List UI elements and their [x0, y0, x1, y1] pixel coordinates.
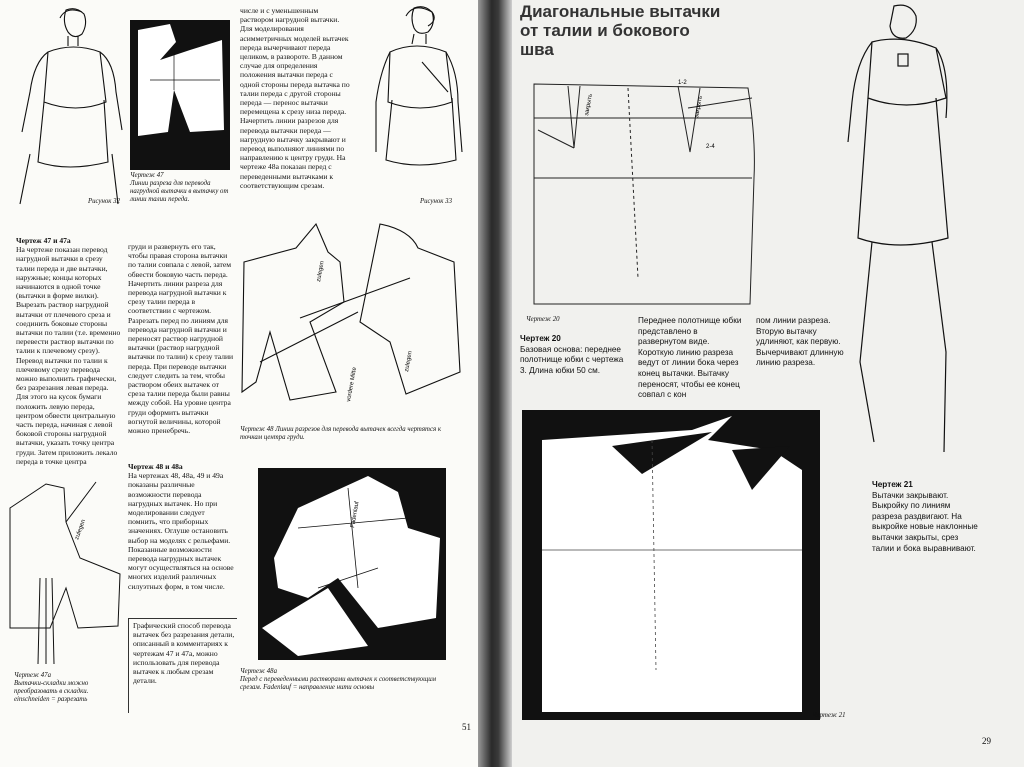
label-zakryt-a: закрыть: [584, 93, 594, 117]
col-left-text: [16, 236, 122, 472]
draft47a-caption: Чертеж 47а Вытачки-складки можно преобразовать в складки. einschneiden = разрезать: [14, 672, 89, 703]
draft-47: [130, 20, 230, 170]
page-title: [520, 2, 720, 59]
draft21-heading: Чертеж 21: [872, 480, 913, 489]
graphic-method-box: Графический способ перевода вытачек без разрезания детали, описанный в комментариях к чертежам 47 и 47а, можно использовать для перевода вытачек к любым срезам детали.: [128, 618, 237, 713]
zulegen-label-3: zulegen: [74, 518, 88, 541]
col-48-text: [128, 462, 234, 610]
draft-21: [522, 410, 820, 720]
marker-2-4: 2-4: [706, 144, 715, 150]
draft47-caption: Чертеж 47 Линии разреза для перевода нагрудной вытачки в вытачку от линии талии переда.: [130, 172, 229, 203]
label-zakryt-b: закрыть: [694, 95, 704, 119]
draft20-heading: Чертеж 20: [520, 334, 561, 343]
title-line-3: шва: [520, 40, 554, 59]
draft48a-caption: Чертеж 48а Перед с переведенными растворами вытачек к соответствующим срезам. Fadenlauf = направление нити основы: [240, 668, 436, 691]
book-gutter: [478, 0, 512, 767]
marker-1-2: 1-2: [678, 80, 687, 86]
zulegen-label-1: zulegen: [316, 260, 326, 283]
skirt-figure-sketch: [832, 2, 982, 482]
title-line-1: Диагональные вытачки: [520, 2, 721, 21]
figure-32-sketch: [8, 4, 128, 214]
col-mid-text: груди и развернуть его так, чтобы правая сторона вытачки по талии совпала с левой, затем обвести боковую часть переда. Начертить линии разреза для перевода нагрудной вытачки к срезу талии переда в соответствии с чертежом. Разрезать перед по линиям для перевода нагрудной вытачки и переносят раствор нагрудной вытачки (раствор нагрудной вытачки по талии) к срезу талии переда. При переводе вытачки следует следить за тем, чтобы раствором обеих вытачек от среза талии переда были равны между собой. На уровне центра груди оформить вытачки вогнутой величины, которой можно пренебречь.: [128, 242, 234, 436]
draft48-caption: Чертеж 48 Линии разрезов для перевода вытачек всегда чертятся к точкам центра груди.: [240, 426, 442, 441]
draft-48: [240, 222, 460, 412]
fig32-label: Рисунок 32: [88, 198, 120, 205]
left-page-number: 51: [462, 722, 471, 732]
heading-47: Чертеж 47 и 47а: [16, 236, 71, 245]
fig33-label: Рисунок 33: [420, 198, 452, 205]
figure-33-sketch: [352, 2, 472, 212]
col-top-right: числе и с уменьшенным раствором нагрудной вытачки. Для моделирования асимметричных моделей вытачек переда вычерчивают переда целиком, в развороте. В данном случае для определения положения вытачки переда с одной стороны переда вытачка по талии переда с другой стороны переда — перенос вытачки перемещена к срезу низа переда. Начертить линии разрезов для перевода вытачки переда — нагрудную вытачку закрывают и перевод выполняют линиями по направлению к центру груди. На чертеже 48а показан перед с переведенными вытачками к соответствующим срезам.: [240, 6, 350, 190]
draft-47a: [6, 478, 122, 668]
draft-48a: [258, 468, 446, 660]
right-page: [512, 0, 1024, 767]
draft21-text: [872, 480, 980, 554]
col-left-body: На чертеже показан перевод нагрудной вытачки в срезу талии переда и две вытачки, наружные; концы которых начинаются в одной точке (вытачки в форме вилки). Вырезать раствор нагрудной вытачки от плечевого среза и соединить боковые стороны вытачки по талии (т.е. временно перевести раствор вытачки по талии к плечевому срезу). Перевод вытачки по талии к плечевому срезу перевода можно выполнить графически, без разрезания левая переда. Для этого на кусок бумаги положить левую переда, центром обвести центральную часть переда, начиная с левой боковой стороны нагрудной вытачки, указать точку центра груди. Затем приложить лекало переда в точке центра: [16, 245, 121, 466]
faden-label: Fadenlauf: [350, 501, 361, 529]
zulegen-label-2: zulegen: [404, 350, 414, 373]
col1-body: Базовая основа: переднее полотнище юбки с чертежа 3. Длина юбки 50 см.: [520, 344, 624, 375]
draft21-body: Вытачки закрывают. Выкройку по линиям разреза раздвигают. На выкройке новые наклонные вытачки закрыты, срез талии и бока выравнивают.: [872, 490, 978, 553]
heading-48: Чертеж 48 и 48а: [128, 462, 183, 471]
col3-text: пом линии разреза. Вторую вытачку удлиняют, как первую. Вычерчивают длинную линию разреза.: [756, 316, 844, 368]
col-48-body: На чертежах 48, 48а, 49 и 49а показаны различные возможности перевода нагрудных вытачек. Но при моделировании следует помнить, что приборных значениях. Оглуше остановить выбор на моделях с рельефами. Показанные возможности перевода нагрудных вытачек могут осуществляться на основе многих изделий различных силуэтных форм, в том числе.: [128, 471, 234, 591]
right-page-number: 29: [982, 736, 991, 746]
mitte-label: vordere Mitte: [346, 366, 359, 403]
title-line-2: от талии и бокового: [520, 21, 690, 40]
draft-20: [528, 78, 778, 308]
draft20-label: Чертеж 20: [526, 316, 560, 323]
draft21-label: Чертеж 21: [812, 712, 846, 719]
left-page: [0, 0, 478, 767]
col1-text: [520, 334, 628, 376]
col2-text: Переднее полотнище юбки представлено в развернутом виде. Короткую линию разреза ведут от линии бока через конец вытачки. Вытачку переносят, чтобы ее конец совпал с кон: [638, 316, 742, 400]
